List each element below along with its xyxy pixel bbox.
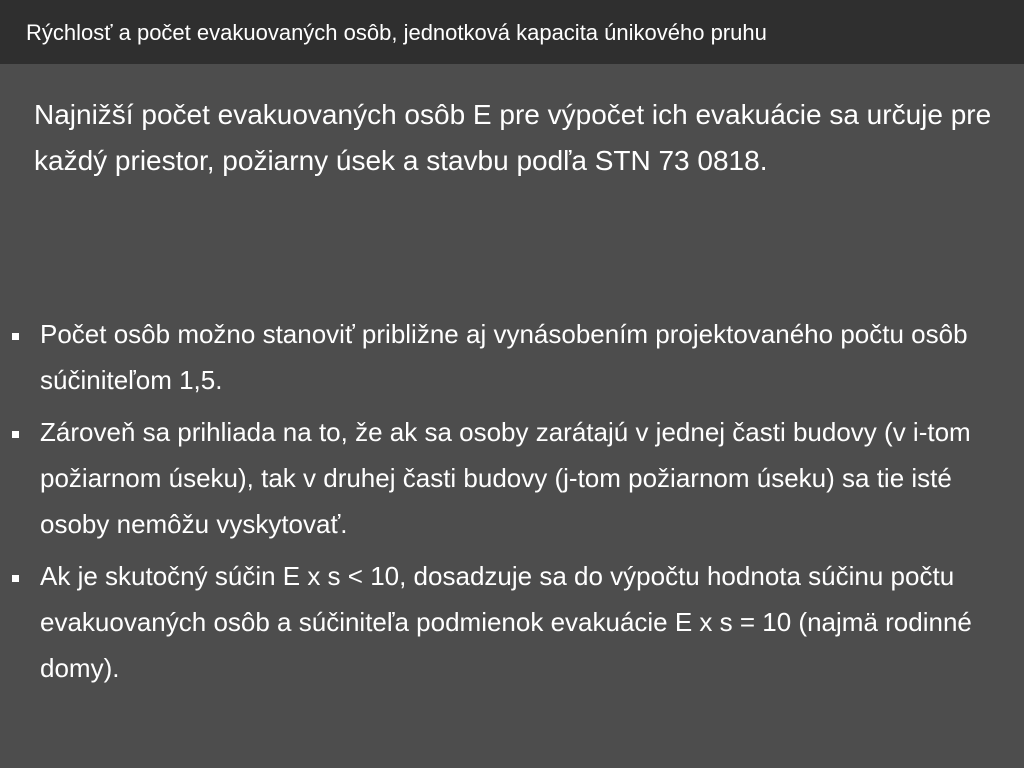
- slide-title: Rýchlosť a počet evakuovaných osôb, jednotková kapacita únikového pruhu: [26, 20, 767, 45]
- bullet-text: Počet osôb možno stanoviť približne aj vynásobením projektovaného počtu osôb súčiniteľom 1,5.: [40, 319, 968, 395]
- intro-paragraph: Najnižší počet evakuovaných osôb E pre výpočet ich evakuácie sa určuje pre každý priestor, požiarny úsek a stavbu podľa STN 73 0818.: [34, 99, 992, 176]
- square-bullet-icon: [12, 575, 19, 582]
- title-bar: [0, 0, 1024, 64]
- bullet-item: [0, 409, 990, 547]
- bullet-item: [0, 311, 990, 403]
- bullet-item: [0, 553, 990, 691]
- square-bullet-icon: [12, 431, 19, 438]
- bullet-list: [0, 311, 1024, 697]
- bullet-text: Zároveň sa prihliada na to, že ak sa osoby zarátajú v jednej časti budovy (v i-tom požiarnom úseku), tak v druhej časti budovy (j-tom požiarnom úseku) sa tie isté osoby nemôžu vyskytovať.: [40, 417, 971, 539]
- bullet-text: Ak je skutočný súčin E x s < 10, dosadzuje sa do výpočtu hodnota súčinu počtu evakuovaných osôb a súčiniteľa podmienok evakuácie E x s = 10 (najmä rodinné domy).: [40, 561, 972, 683]
- square-bullet-icon: [12, 333, 19, 340]
